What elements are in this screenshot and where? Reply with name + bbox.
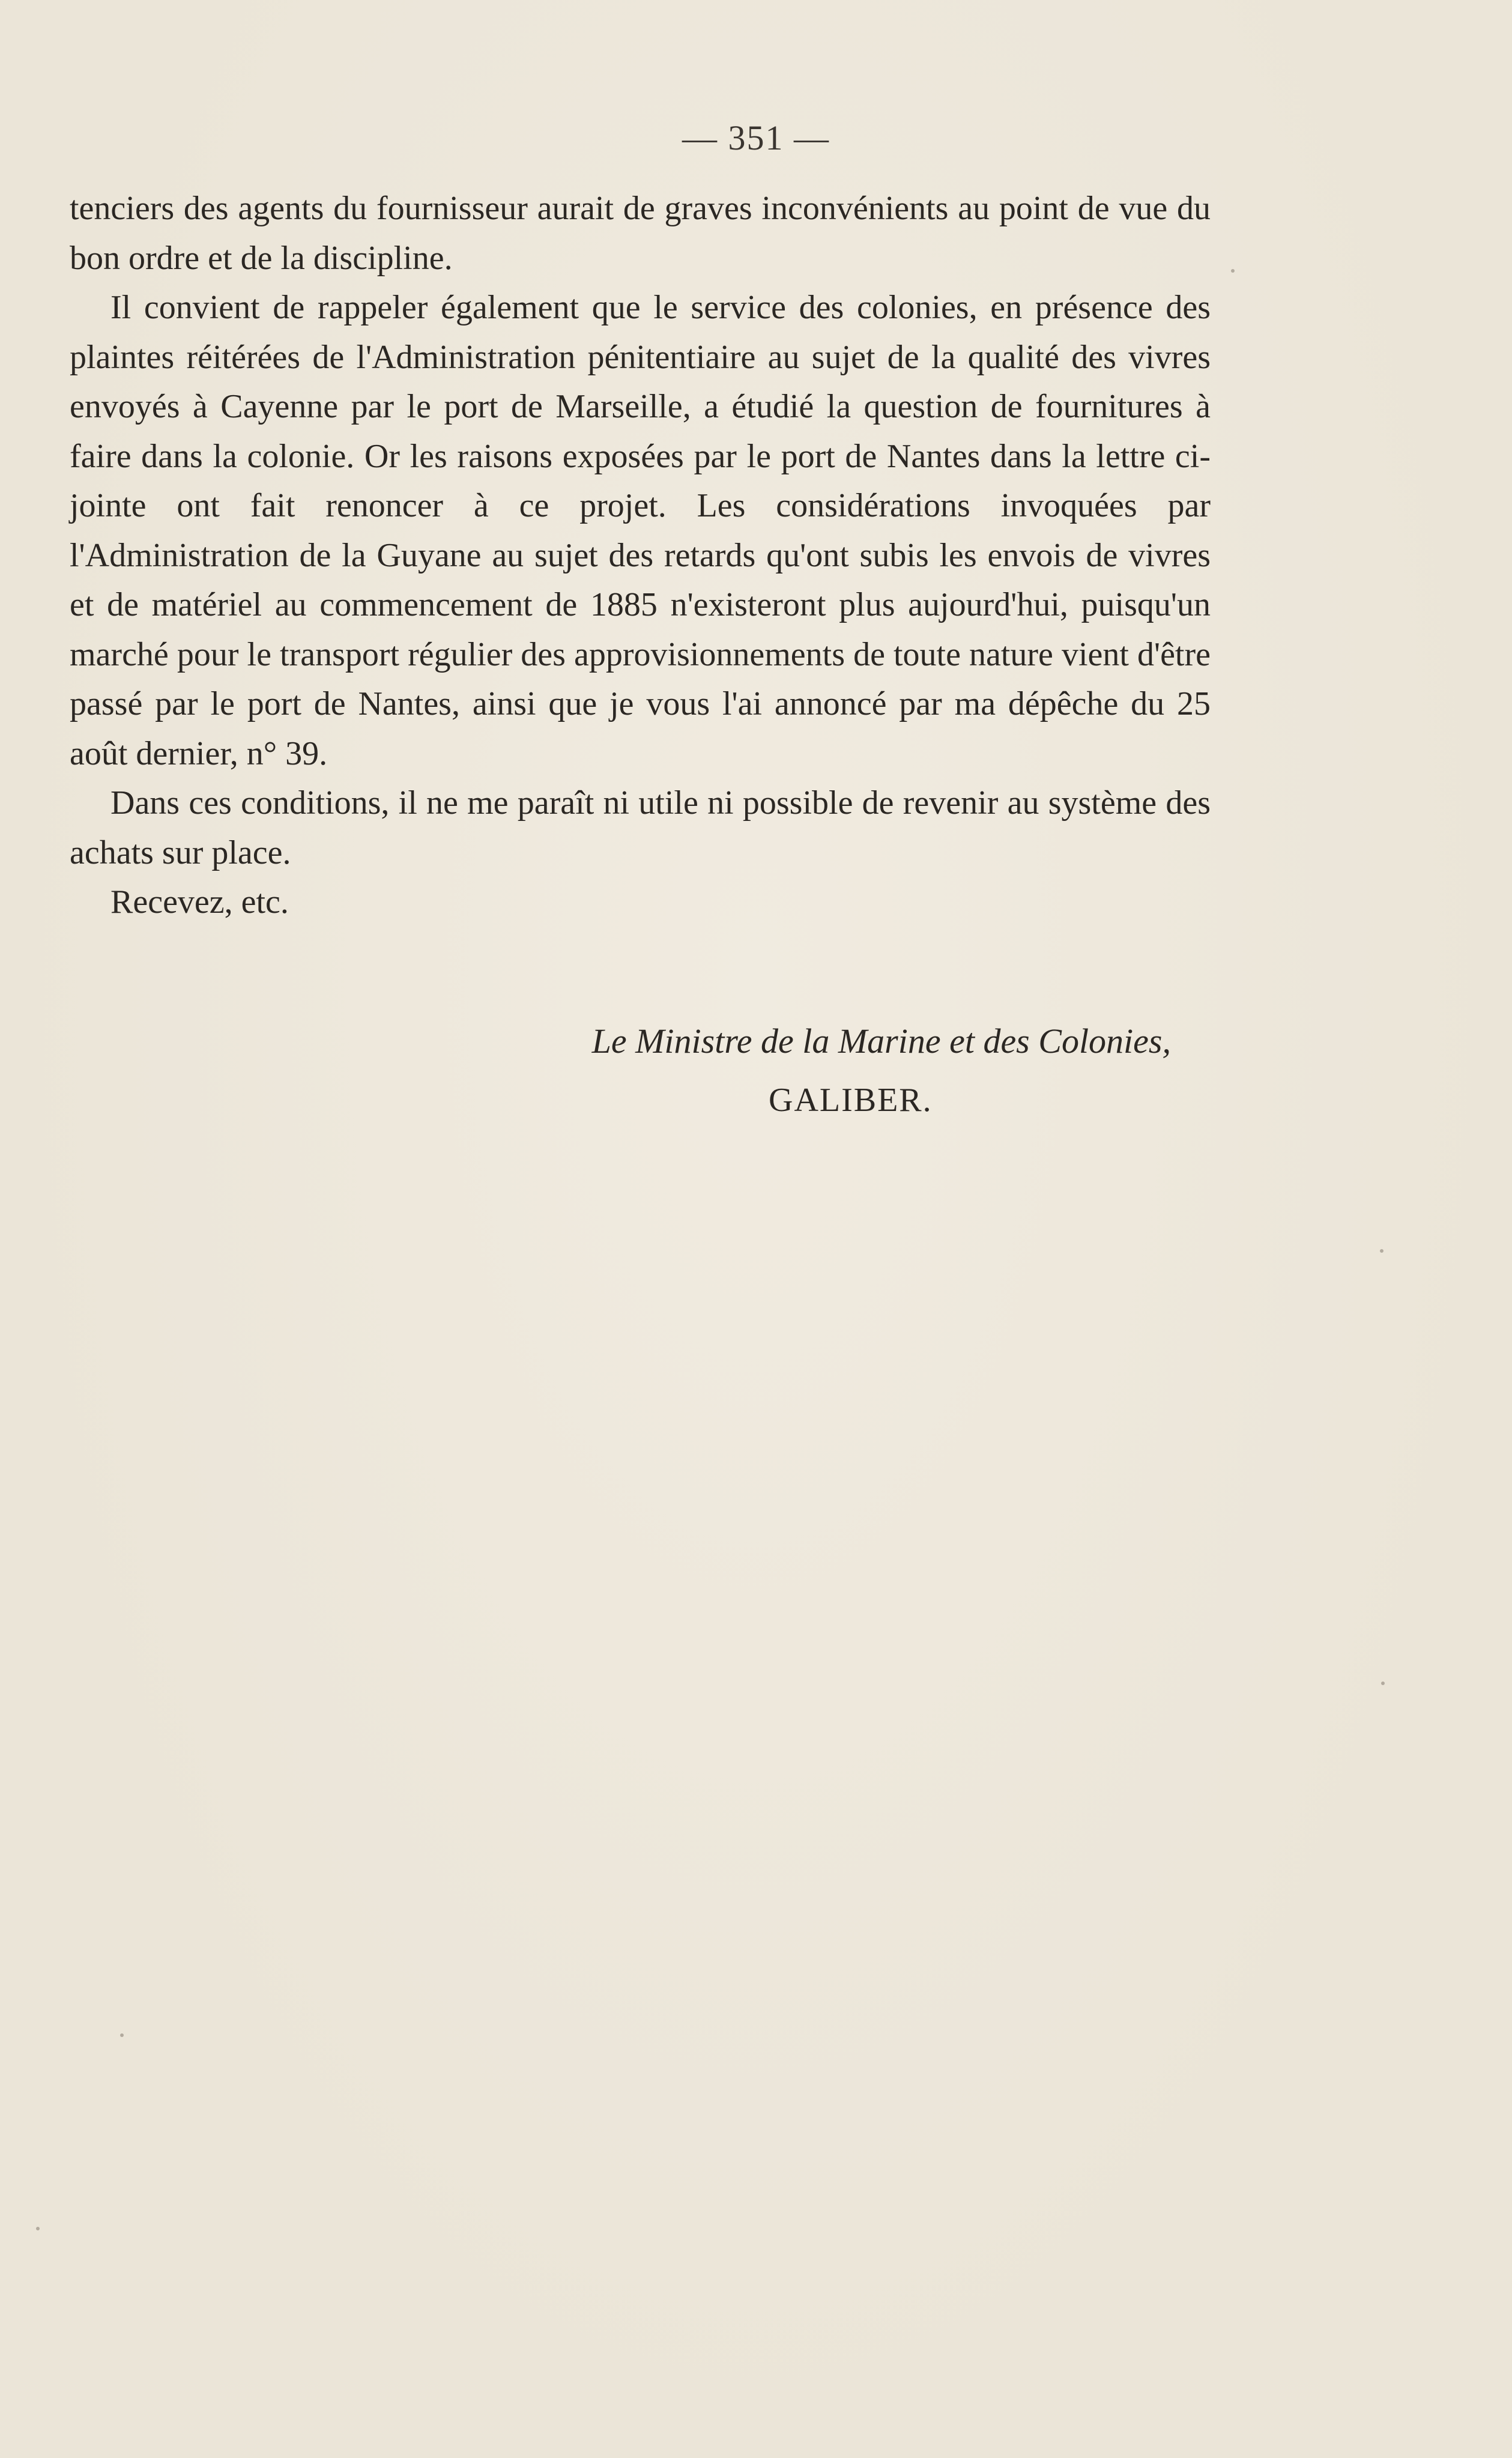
closing-formula: Recevez, etc.: [110, 883, 289, 921]
paper-speck: [36, 2227, 40, 2230]
page-number: — 351 —: [682, 118, 830, 157]
signature-name: GALIBER.: [769, 1082, 933, 1119]
paragraph-conditions: Dans ces conditions, il ne me paraît ni utile ni possible de revenir au système des achats sur place.: [70, 784, 1211, 871]
paper-speck: [1381, 1682, 1385, 1685]
signature-title: Le Ministre de la Marine et des Colonies,: [591, 1022, 1171, 1061]
paragraph-service-colonies: Il convient de rappeler également que le service des colonies, en présence des plaintes réitérées de l'Administration pénitentiaire au sujet de la qualité des vivres envoyés à Cayenne par le port de Marseille, a étudié la question de fournitures à faire dans la colonie. Or les raisons exposées par le port de Nantes dans la lettre ci-jointe ont fait renoncer à ce projet. Les considérations invoquées par l'Administration de la Guyane au sujet des retards qu'ont subis les envois de vivres et de matériel au commencement de 1885 n'existeront plus aujourd'hui, puisqu'un marché pour le transport régulier des approvisionnements de toute nature vient d'être passé par le port de Nantes, ainsi que je vous l'ai annoncé par ma dépêche du 25 août dernier, n° 39.: [70, 289, 1211, 772]
paper-speck: [1380, 1249, 1383, 1253]
paper-speck: [120, 2033, 124, 2037]
paper-speck: [1231, 269, 1235, 273]
paragraph-continuation: tenciers des agents du fournisseur aurait de graves inconvénients au point de vue du bon ordre et de la discipline.: [70, 190, 1211, 277]
body-text: [70, 184, 1211, 927]
